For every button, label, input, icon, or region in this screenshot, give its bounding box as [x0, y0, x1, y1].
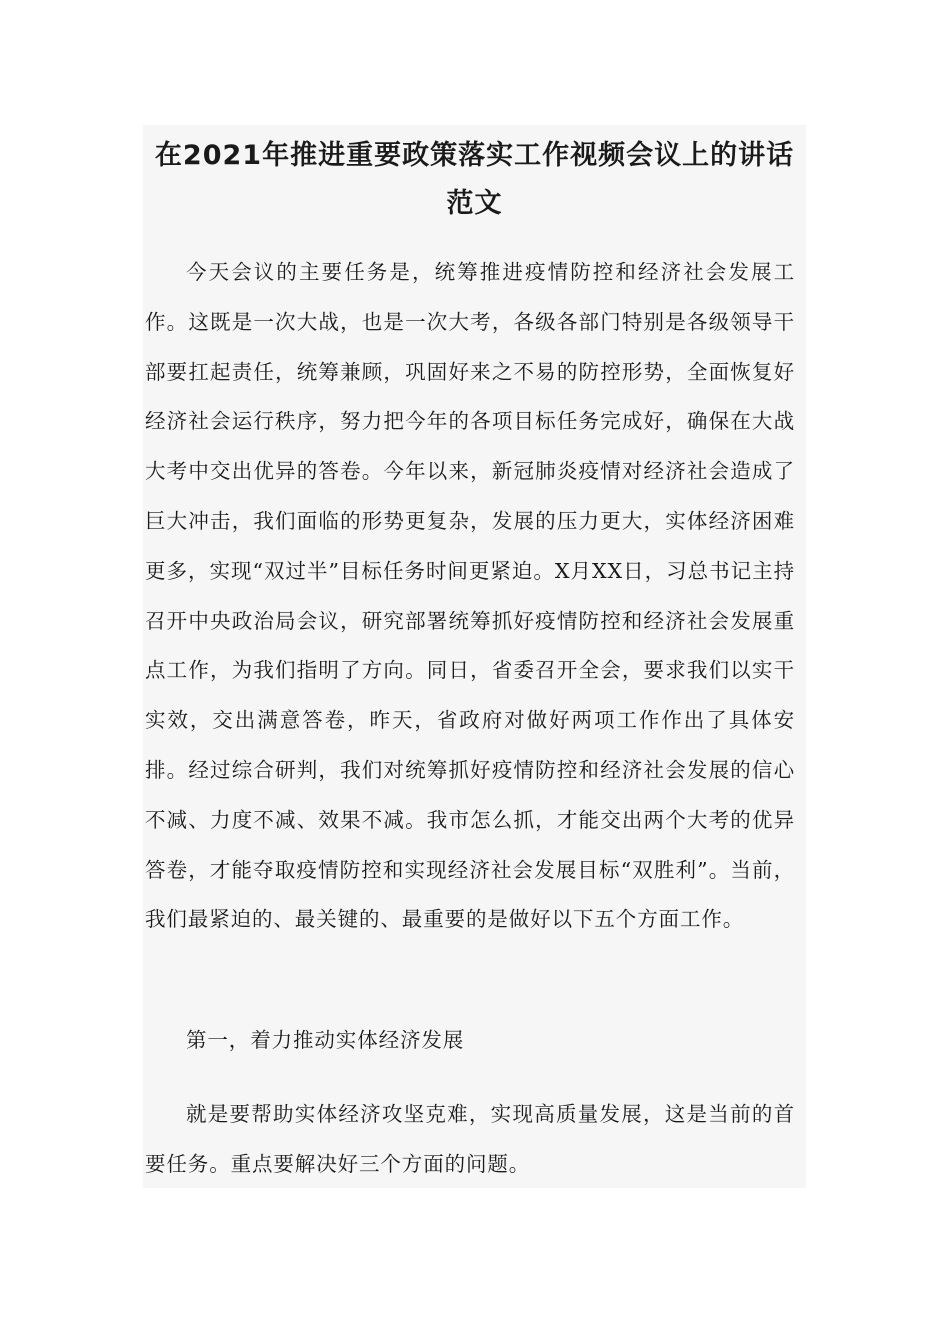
intro-paragraph: 今天会议的主要任务是，统筹推进疫情防控和经济社会发展工作。这既是一次大战，也是一次大考，各级各部门特别是各级领导干部要扛起责任，统筹兼顾，巩固好来之不易的防控形势，全面恢复好经济社会运行秩序，努力把今年的各项目标任务完成好，确保在大战大考中交出优异的答卷。今年以来，新冠肺炎疫情对经济社会造成了巨大冲击，我们面临的形势更复杂，发展的压力更大，实体经济困难更多，实现“双过半”目标任务时间更紧迫。X月XX日，习总书记主持召开中央政治局会议，研究部署统筹抓好疫情防控和经济社会发展重点工作，为我们指明了方向。同日，省委召开全会，要求我们以实干实效，交出满意答卷，昨天，省政府对做好两项工作作出了具体安排。经过综合研判，我们对统筹抓好疫情防控和经济社会发展的信心不减、力度不减、效果不减。我市怎么抓，才能交出两个大考的优异答卷，才能夺取疫情防控和实现经济社会发展目标“双胜利”。当前，我们最紧迫的、最关键的、最重要的是做好以下五个方面工作。 [145, 260, 795, 932]
section-paragraph-1: 就是要帮助实体经济攻坚克难，实现高质量发展，这是当前的首要任务。重点要解决好三个方面的问题。 [145, 1102, 795, 1176]
document-title: 在2021年推进重要政策落实工作视频会议上的讲话范文 [154, 140, 795, 219]
section-heading-1: 第一，着力推动实体经济发展 [186, 1028, 465, 1052]
